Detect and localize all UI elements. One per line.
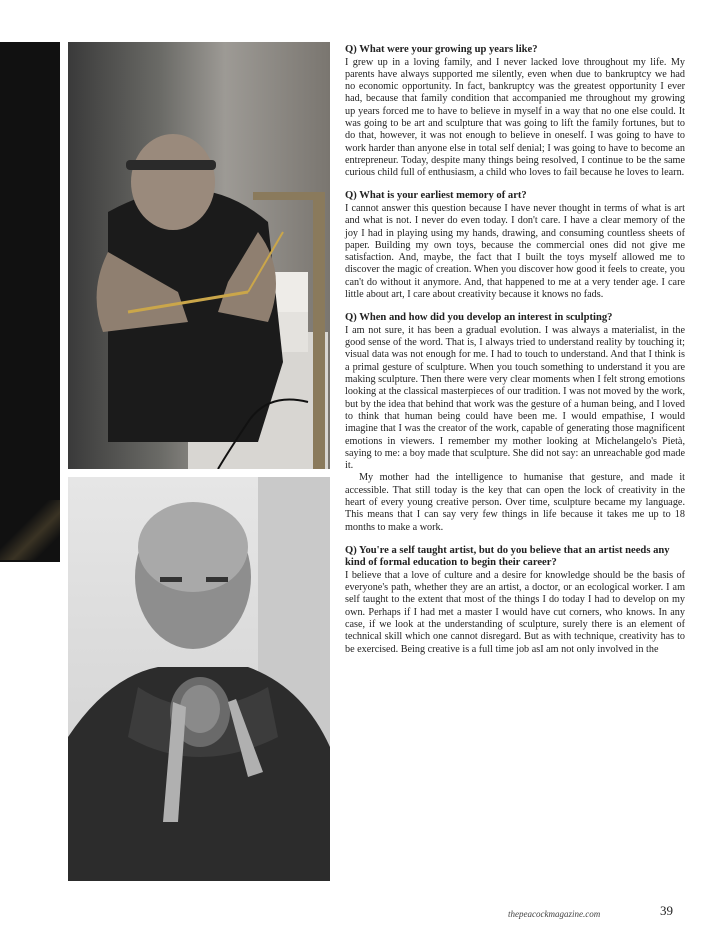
answer-interest-sculpting: I am not sure, it has been a gradual evolution. I was always a materialist, in the good sense of the word. That is, I always tried to understand reality by touching it; visual data was not enough for me. I had to touch to understand. And that I think is a primal gesture of sculpture. When you touch something to understand it you are making sculpture. Then there were very clear moments when I felt strong emotions looking at the classical masterpieces of our tradition. I was not moved by the work, but by the idea that behind that work was the gesture of a human being, and I loved to think that human being could have been me. I would empathise, I would imagine that I was the creator of the work, capable of generating those magnificent emotions in viewers. I remember my mother looking at Michelangelo's Pietà, saying to me: a boy made that sculpture. She did not say: an unreachable god made it.: [345, 324, 685, 472]
question-self-taught: Q) You're a self taught artist, but do you believe that an artist needs any kind of formal education to begin their career?: [345, 544, 670, 569]
answer-growing-up: I grew up in a loving family, and I never lacked love throughout my life. My parents have always supported me silently, even when due to bankruptcy we had no economic opportunity. In fact, bankruptcy was the greatest opportunity I ever had, because that family condition that accompanied me throughout my growing up years forced me to have to believe in myself in a way that no one else could. It was going to be art and sculpture that was going to lift the family fortunes, but to do that, however, it was not enough to believe in oneself. I was going to have to work harder than anyone else in total self denial; I was going to have to become an entrepreneur. Today, despite many things being resolved, I continue to be the same curious child full of enthusiasm, a child who loves to fail because he loves to learn.: [345, 56, 685, 179]
question-interest-sculpting: Q) When and how did you develop an interest in sculpting?: [345, 312, 613, 324]
artist-portrait-photo: [68, 477, 330, 881]
page-number: 39: [660, 903, 673, 918]
question-growing-up: Q) What were your growing up years like?: [345, 44, 538, 55]
answer-earliest-memory: I cannot answer this question because I have never thought in terms of what is art and what is not. I never do even today. I don't care. I have a clear memory of the joy I had in playing using my hands, drawing, and consuming countless sheets of paper. Building my own toys, because the commercial ones did not give me satisfaction. And, maybe, the fact that I built the toys myself allowed me to discover the magic of creation. When you discover how good it feels to create, you can't do without it anymore. And, that happened to me at a very tender age. I care little about art, I care about creativity because it knows no fads.: [345, 202, 685, 301]
magazine-website: thepeacockmagazine.com: [508, 909, 601, 919]
question-earliest-memory: Q) What is your earliest memory of art?: [345, 190, 527, 202]
answer-interest-sculpting-continued: My mother had the intelligence to humanise that gesture, and made it accessible. That still today is the key that can open the lock of creativity in the heart of every young creative person. Over time, sculpture became my language. This means that I can say very few things in life because it takes me up to 18 months to make a work.: [345, 472, 685, 533]
left-edge-photo-detail: [0, 500, 60, 560]
left-edge-photo: [0, 42, 60, 562]
interview-text-column: [345, 44, 685, 656]
sculptor-at-work-photo: [68, 42, 330, 469]
answer-self-taught: I believe that a love of culture and a desire for knowledge should be the basis of everyone's path, whether they are an artist, a doctor, or an ecological worker. I am self taught to the extent that most of the things I do today I had to develop on my own. Perhaps if I had met a master I would have cut corners, who knows. In any case, if we look at the understanding of sculpture, surely there is an element of technical skill which one cannot disregard. But as with technique, creativity has to be exercised. Being creative is a full time job asI am not only involved in the: [345, 569, 685, 655]
